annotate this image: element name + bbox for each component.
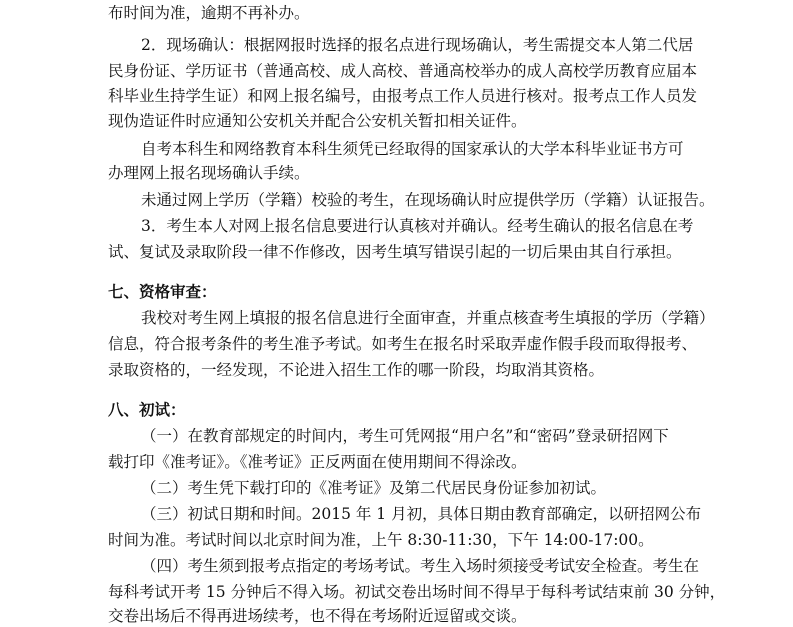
paragraph-line: 每科考试开考 15 分钟后不得入场。初试交卷出场时间不得早于每科考试结束前 30 分钟， (108, 583, 726, 601)
paragraph-line: 我校对考生网上填报的报名信息进行全面审查，并重点核查考生填报的学历（学籍） (141, 309, 715, 327)
paragraph-line: 办理网上报名现场确认手续。 (108, 164, 310, 182)
paragraph-line: 交卷出场后不得再进场续考，也不得在考场附近逗留或交谈。 (108, 607, 527, 625)
paragraph-line: 现伪造证件时应通知公安机关并配合公安机关暂扣相关证件。 (108, 112, 527, 130)
section-heading-qualification: 七、资格审查： (108, 283, 217, 301)
paragraph-line: 载打印《准考证》。《准考证》正反两面在使用期间不得涂改。 (108, 453, 527, 471)
paragraph-line: 布时间为准，逾期不再补办。 (108, 4, 310, 22)
paragraph-line: （二）考生凭下载打印的《准考证》及第二代居民身份证参加初试。 (141, 479, 607, 497)
paragraph-line: 3．考生本人对网上报名信息要进行认真核对并确认。经考生确认的报名信息在考 (141, 217, 694, 235)
paragraph-line: （四）考生须到报考点指定的考场考试。考生入场时须接受考试安全检查。考生在 (141, 557, 700, 575)
paragraph-line: （一）在教育部规定的时间内，考生可凭网报“用户名”和“密码”登录研招网下 (141, 427, 669, 445)
paragraph-line: 民身份证、学历证书（普通高校、成人高校、普通高校举办的成人高校学历教育应届本 (108, 62, 698, 80)
paragraph-line: 科毕业生持学生证）和网上报名编号，由报考点工作人员进行核对。报考点工作人员发 (108, 87, 698, 105)
paragraph-line: 自考本科生和网络教育本科生须凭已经取得的国家承认的大学本科毕业证书方可 (141, 140, 684, 158)
paragraph-line: （三）初试日期和时间。2015 年 1 月初，具体日期由教育部确定，以研招网公布 (141, 505, 702, 523)
paragraph-line: 试、复试及录取阶段一律不作修改，因考生填写错误引起的一切后果由其自行承担。 (108, 243, 682, 261)
paragraph-line: 未通过网上学历（学籍）校验的考生，在现场确认时应提供学历（学籍）认证报告。 (141, 191, 715, 209)
section-heading-initial-exam: 八、初试： (108, 401, 186, 419)
paragraph-line: 信息，符合报考条件的考生准予考试。如考生在报名时采取弄虚作假手段而取得报考、 (108, 335, 698, 353)
paragraph-line: 时间为准。考试时间以北京时间为准，上午 8:30-11:30，下午 14:00-17:00。 (108, 531, 654, 549)
paragraph-line: 录取资格的，一经发现，不论进入招生工作的哪一阶段，均取消其资格。 (108, 361, 605, 379)
paragraph-line: 2．现场确认：根据网报时选择的报名点进行现场确认，考生需提交本人第二代居 (141, 36, 694, 54)
